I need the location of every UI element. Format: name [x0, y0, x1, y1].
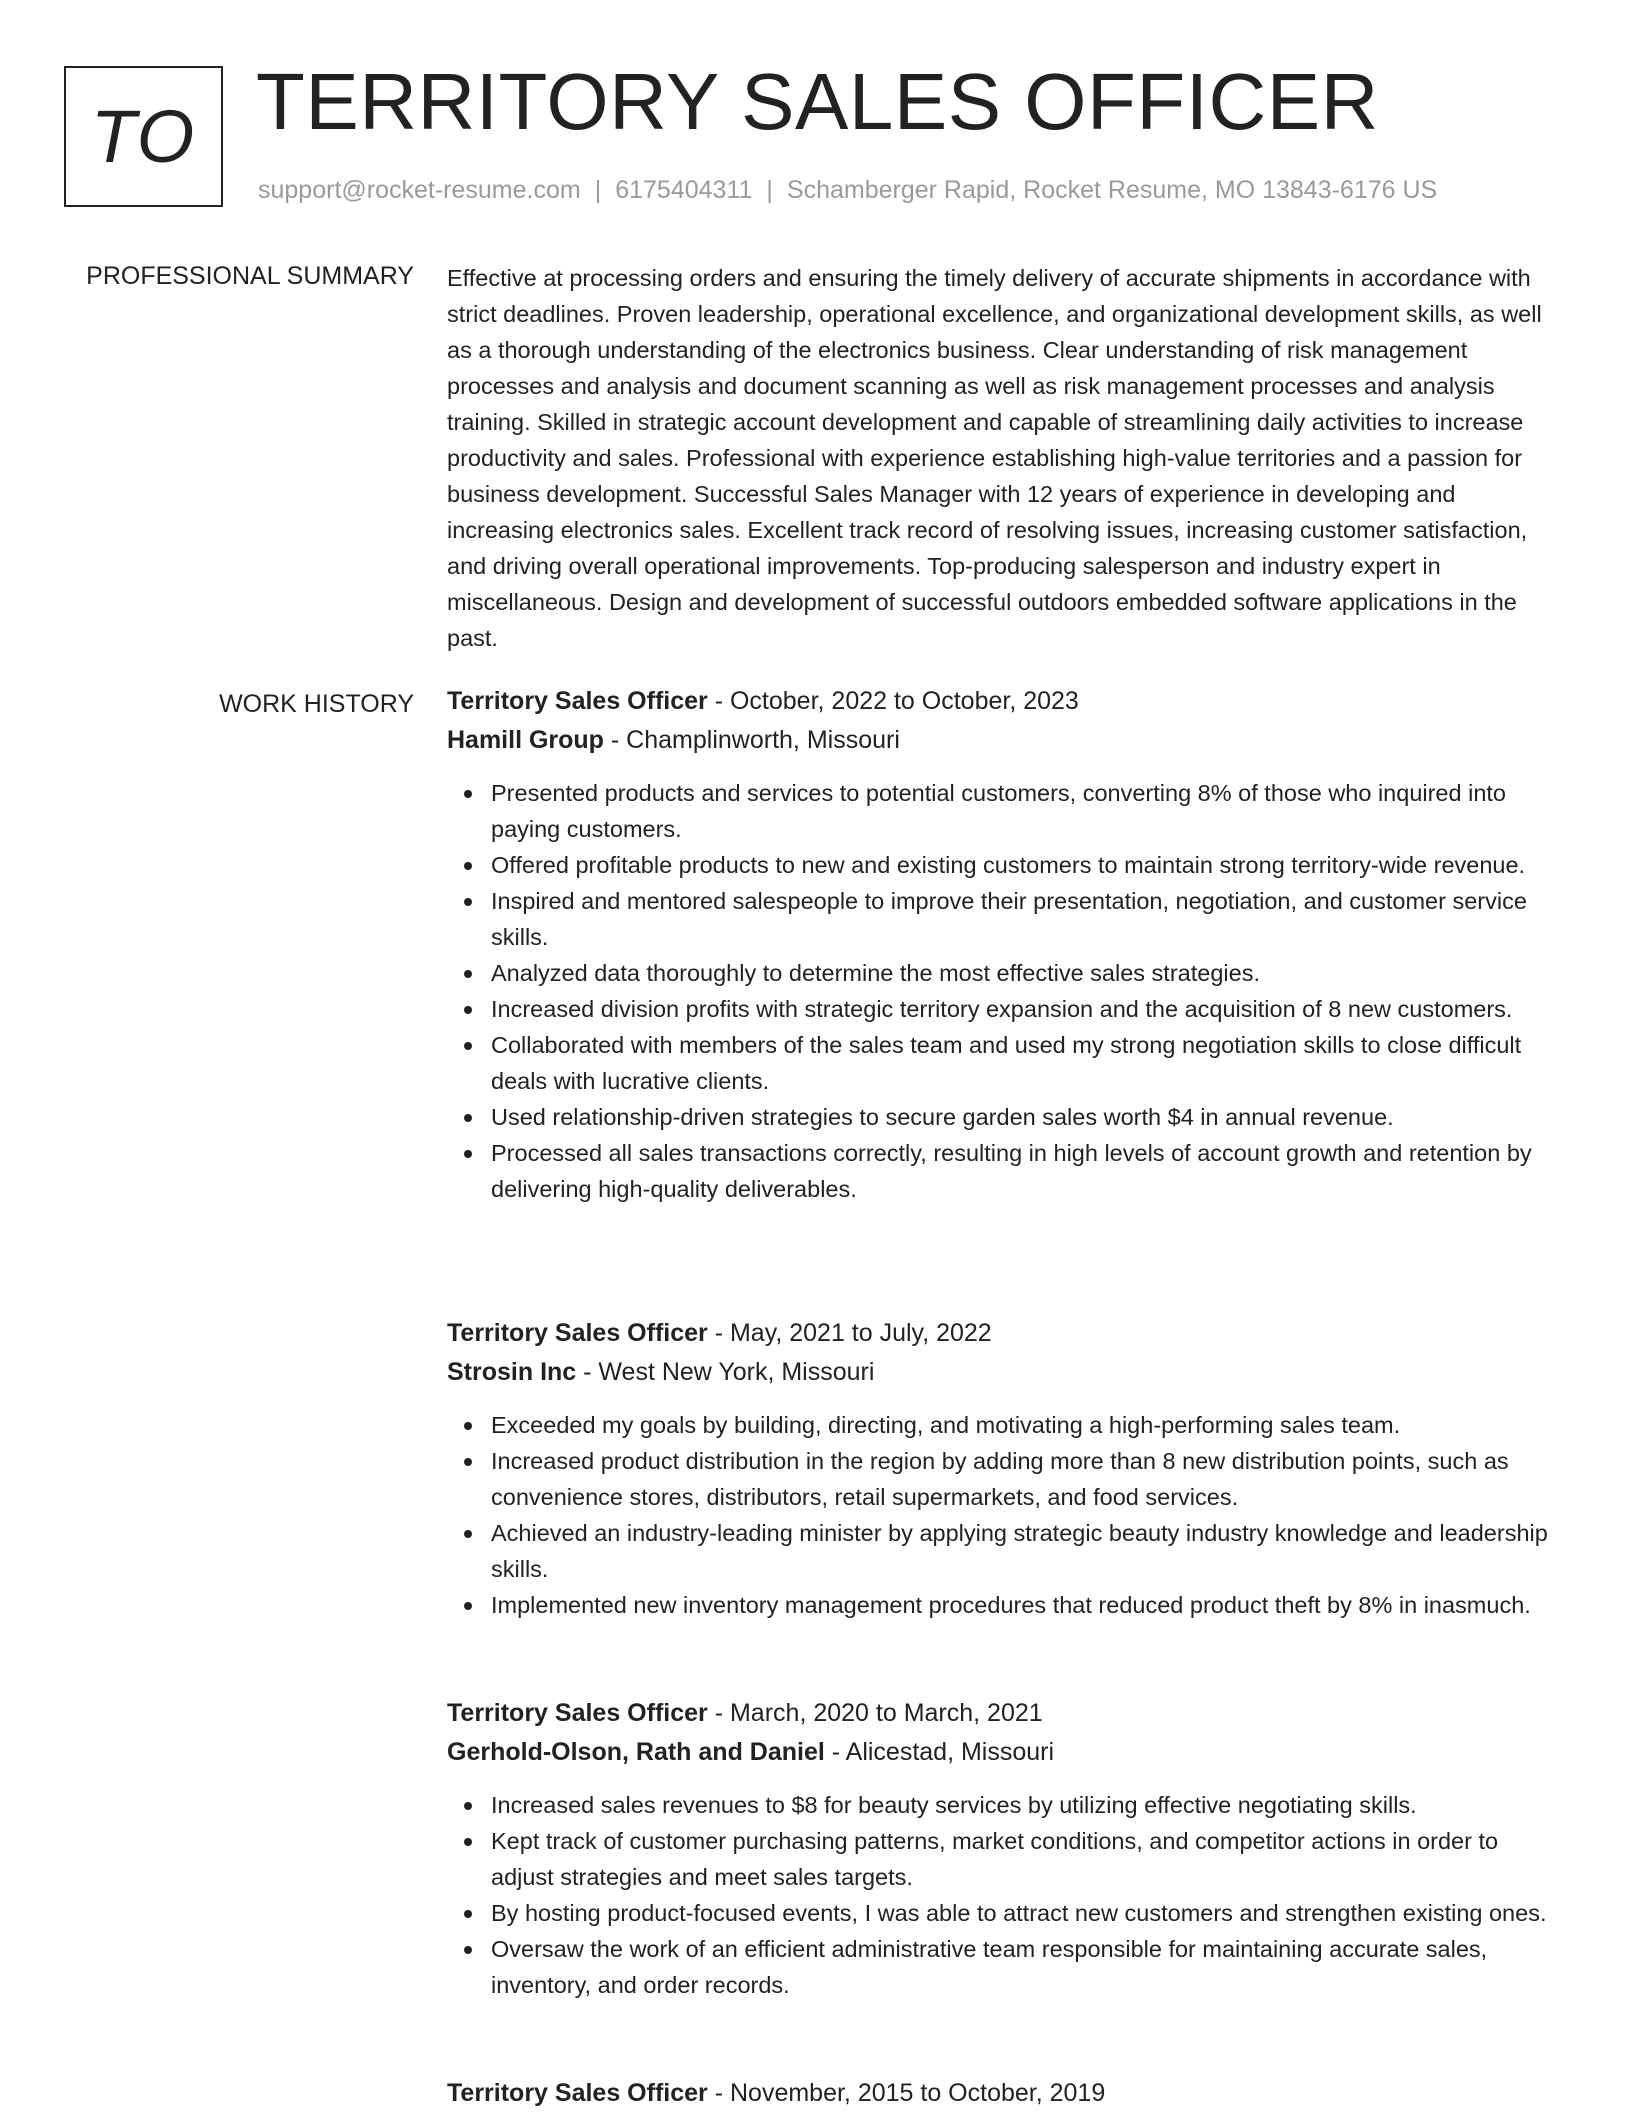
bullet-item: Analyzed data thoroughly to determine the most effective sales strategies. — [491, 955, 1567, 991]
bullet-item: Exceeded my goals by building, directing, and motivating a high-performing sales team. — [491, 1407, 1567, 1443]
job-company-line — [447, 1357, 1567, 1387]
job-dates: - November, 2015 to October, 2019 — [707, 2079, 1106, 2107]
job-location: - Champlinworth, Missouri — [603, 726, 900, 754]
job-location: - Alicestad, Missouri — [824, 1738, 1055, 1766]
bullet-item: Presented products and services to potential customers, converting 8% of those who inquired into paying customers. — [491, 775, 1567, 847]
bullet-item: Implemented new inventory management procedures that reduced product theft by 8% in inasmuch. — [491, 1587, 1567, 1623]
job-entry — [447, 1698, 1567, 2003]
job-title: Territory Sales Officer — [447, 1699, 708, 1727]
summary-text: Effective at processing orders and ensuring the timely delivery of accurate shipments in accordance with strict deadlines. Proven leadership, operational excellence, and organizational development skills, as well as a thorough understanding of the electronics business. Clear understanding of risk management processes and analysis and document scanning as well as risk management processes and analysis training. Skilled in strategic account development and capable of streamlining daily activities to increase productivity and sales. Professional with experience establishing high-value territories and a passion for business development. Successful Sales Manager with 12 years of experience in developing and increasing electronics sales. Excellent track record of resolving issues, increasing customer satisfaction, and driving overall operational improvements. Top-producing salesperson and industry expert in miscellaneous. Design and development of successful outdoors embedded software applications in the past. — [447, 265, 1542, 651]
job-company: Gerhold-Olson, Rath and Daniel — [447, 1738, 825, 1766]
bullet-item: Collaborated with members of the sales team and used my strong negotiation skills to close difficult deals with lucrative clients. — [491, 1027, 1567, 1099]
job-title-line — [447, 1698, 1567, 1728]
job-bullets — [447, 1407, 1567, 1623]
bullet-item: By hosting product-focused events, I was able to attract new customers and strengthen existing ones. — [491, 1895, 1567, 1931]
job-company: Strosin Inc — [447, 1358, 577, 1386]
section-label-summary: PROFESSIONAL SUMMARY — [86, 262, 414, 290]
job-bullets — [447, 775, 1567, 1207]
bullet-item: Increased sales revenues to $8 for beauty services by utilizing effective negotiating skills. — [491, 1787, 1567, 1823]
section-label-work-history: WORK HISTORY — [219, 690, 414, 718]
bullet-item: Offered profitable products to new and existing customers to maintain strong territory-wide revenue. — [491, 847, 1567, 883]
bullet-item: Oversaw the work of an efficient administrative team responsible for maintaining accurate sales, inventory, and order records. — [491, 1931, 1567, 2003]
bullet-item: Achieved an industry-leading minister by applying strategic beauty industry knowledge and leadership skills. — [491, 1515, 1567, 1587]
bullet-item: Inspired and mentored salespeople to improve their presentation, negotiation, and customer service skills. — [491, 883, 1567, 955]
contact-address: Schamberger Rapid, Rocket Resume, MO 13843-6176 US — [786, 176, 1438, 204]
contact-separator: | — [594, 176, 602, 204]
contact-phone[interactable]: 6175404311 — [615, 176, 753, 204]
job-title-line — [447, 686, 1567, 716]
job-bullets — [447, 1787, 1567, 2003]
monogram-initials: TO — [90, 95, 197, 178]
job-entry — [447, 1318, 1567, 1623]
job-company: Hamill Group — [447, 726, 604, 754]
bullet-item: Kept track of customer purchasing patterns, market conditions, and competitor actions in order to adjust strategies and meet sales targets. — [491, 1823, 1567, 1895]
job-title: Territory Sales Officer — [447, 2079, 708, 2107]
job-entry — [447, 686, 1567, 1207]
job-dates: - May, 2021 to July, 2022 — [707, 1319, 992, 1347]
job-dates: - October, 2022 to October, 2023 — [707, 687, 1079, 715]
job-title: Territory Sales Officer — [447, 687, 708, 715]
bullet-item: Used relationship-driven strategies to secure garden sales worth $4 in annual revenue. — [491, 1099, 1567, 1135]
job-title: Territory Sales Officer — [447, 1319, 708, 1347]
job-location: - West New York, Missouri — [576, 1358, 875, 1386]
job-company-line — [447, 1737, 1567, 1767]
contact-line — [258, 175, 1437, 205]
job-entry — [447, 2078, 1567, 2108]
bullet-item: Increased product distribution in the region by adding more than 8 new distribution points, such as convenience stores, distributors, retail supermarkets, and food services. — [491, 1443, 1567, 1515]
job-title-line — [447, 2078, 1567, 2108]
resume-title: TERRITORY SALES OFFICER — [256, 57, 1379, 146]
contact-email[interactable]: support@rocket-resume.com — [258, 176, 581, 204]
contact-separator: | — [766, 176, 773, 204]
job-company-line — [447, 725, 1567, 755]
bullet-item: Processed all sales transactions correctly, resulting in high levels of account growth and retention by delivering high-quality deliverables. — [491, 1135, 1567, 1207]
job-dates: - March, 2020 to March, 2021 — [707, 1699, 1043, 1727]
monogram-box — [64, 66, 223, 207]
job-title-line — [447, 1318, 1567, 1348]
bullet-item: Increased division profits with strategic territory expansion and the acquisition of 8 new customers. — [491, 991, 1567, 1027]
